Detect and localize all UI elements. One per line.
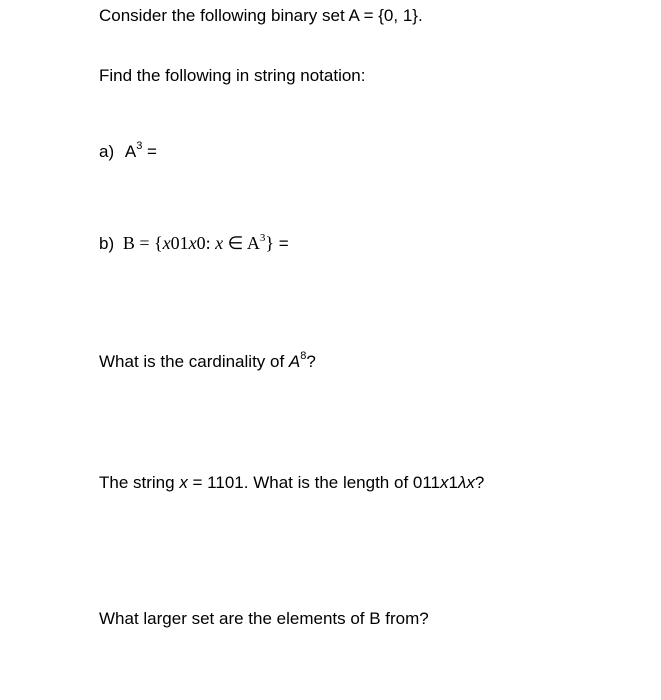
part-b-label: b) (99, 234, 115, 253)
larger-set-question: What larger set are the elements of B from? (99, 609, 429, 628)
part-b-mid1: 01 (170, 233, 189, 253)
part-a-suffix: = (142, 142, 157, 161)
part-b-var1: x (162, 233, 171, 253)
part-b (99, 232, 289, 255)
part-b-expression (123, 233, 274, 253)
part-b-expr-end: } (265, 233, 274, 253)
part-b-exp: 3 (259, 232, 266, 244)
part-b-mid2: 0: (196, 233, 216, 253)
part-a-label: a) (99, 142, 115, 161)
length-var2: x (440, 473, 449, 492)
part-b-mid3: ∈ A (223, 233, 260, 253)
part-a (99, 141, 157, 163)
length-suffix: ? (474, 473, 485, 492)
instruction-text: Find the following in string notation: (99, 66, 366, 85)
cardinality-suffix: ? (306, 352, 316, 371)
part-a-base: A (124, 142, 137, 161)
cardinality-question (99, 351, 316, 373)
part-b-suffix: = (274, 234, 289, 253)
length-var3: x (466, 473, 475, 492)
cardinality-exponent: 8 (300, 350, 307, 363)
part-b-var3: x (215, 233, 224, 253)
length-mid2: 1 (448, 473, 458, 492)
length-mid: = 1101. What is the length of 011 (187, 473, 440, 492)
part-b-expr-start: B = { (122, 233, 163, 253)
length-prefix: The string (99, 473, 180, 492)
lambda-symbol: λ (457, 473, 467, 492)
length-question (99, 472, 484, 494)
intro-text: Consider the following binary set A = {0, 1}. (99, 6, 423, 25)
length-var: x (179, 473, 188, 492)
cardinality-prefix: What is the cardinality of (99, 352, 289, 371)
part-a-exponent: 3 (136, 140, 143, 153)
cardinality-base: A (288, 352, 301, 371)
part-b-var2: x (188, 233, 197, 253)
